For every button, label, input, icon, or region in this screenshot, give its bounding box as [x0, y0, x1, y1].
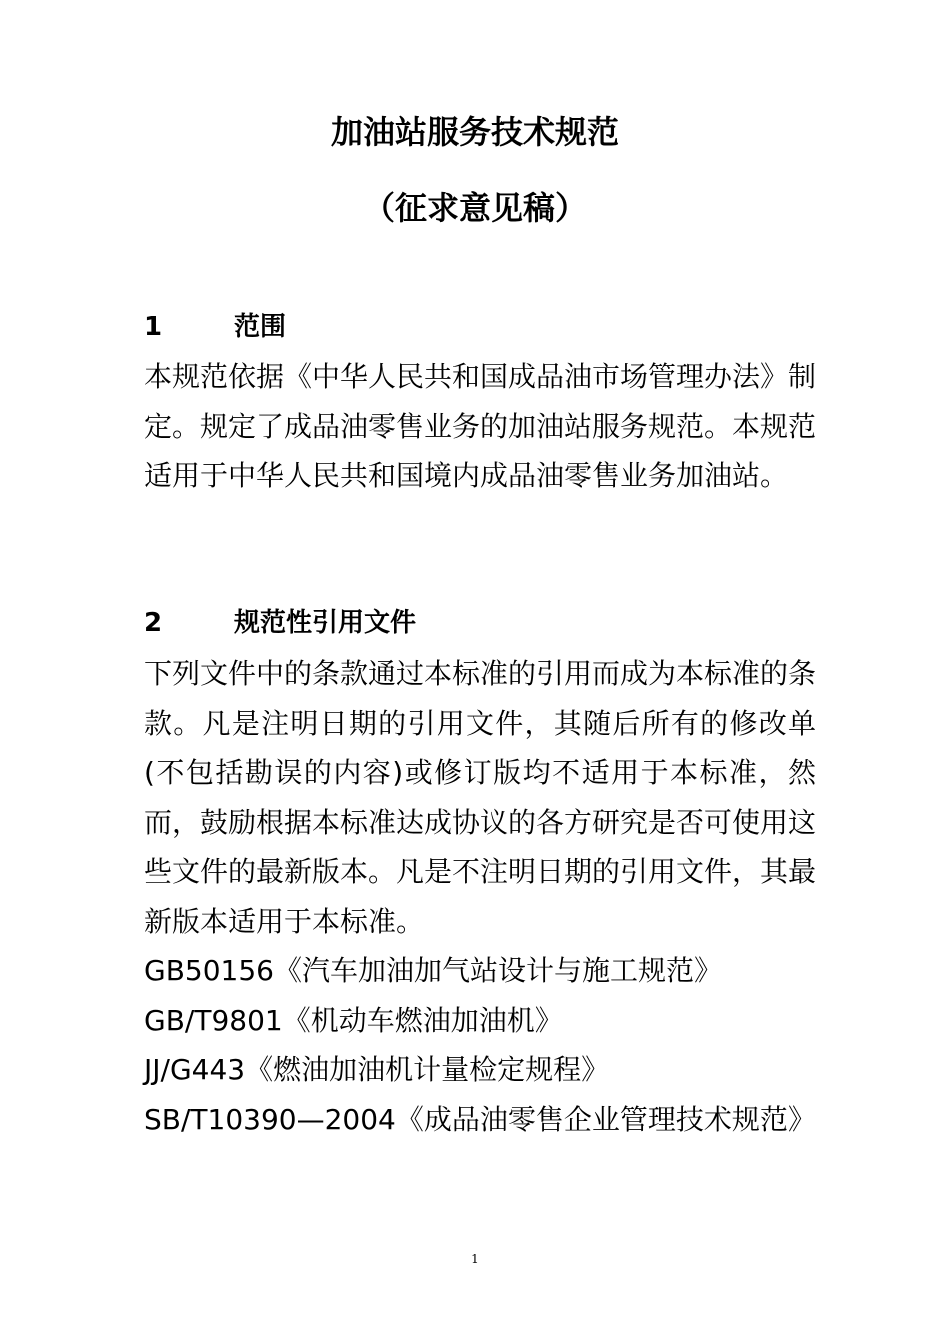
section-2-title: 规范性引用文件 [234, 608, 417, 638]
page-number: 1 [471, 1252, 479, 1266]
section-1-title: 范围 [234, 312, 287, 342]
section-2-heading [144, 606, 416, 640]
section-1-body: 本规范依据《中华人民共和国成品油市场管理办法》制定。规定了成品油零售业务的加油站服务规范。本规范适用于中华人民共和国境内成品油零售业务加油站。 [144, 360, 817, 492]
reference-item: JJ/G443《燃油加油机计量检定规程》 [144, 1053, 610, 1086]
reference-list [144, 946, 844, 1144]
reference-item: GB/T9801《机动车燃油加油机》 [144, 1003, 563, 1037]
reference-item: SB/T10390—2004《成品油零售企业管理技术规范》 [144, 1102, 816, 1136]
document-title: 加油站服务技术规范 [330, 113, 619, 151]
section-2-body: 下列文件中的条款通过本标准的引用而成为本标准的条款。凡是注明日期的引用文件，其随后所有的修改单(不包括勘误的内容)或修订版均不适用于本标准，然而，鼓励根据本标准达成协议的各方研究是否可使用这些文件的最新版本。凡是不注明日期的引用文件，其最新版本适用于本标准。 [144, 657, 817, 938]
reference-item: GB50156《汽车加油加气站设计与施工规范》 [144, 954, 722, 987]
document-subtitle: （征求意见稿） [362, 189, 587, 227]
section-1-heading [144, 310, 286, 344]
section-1-number: 1 [144, 312, 163, 342]
section-2-number: 2 [144, 608, 163, 638]
